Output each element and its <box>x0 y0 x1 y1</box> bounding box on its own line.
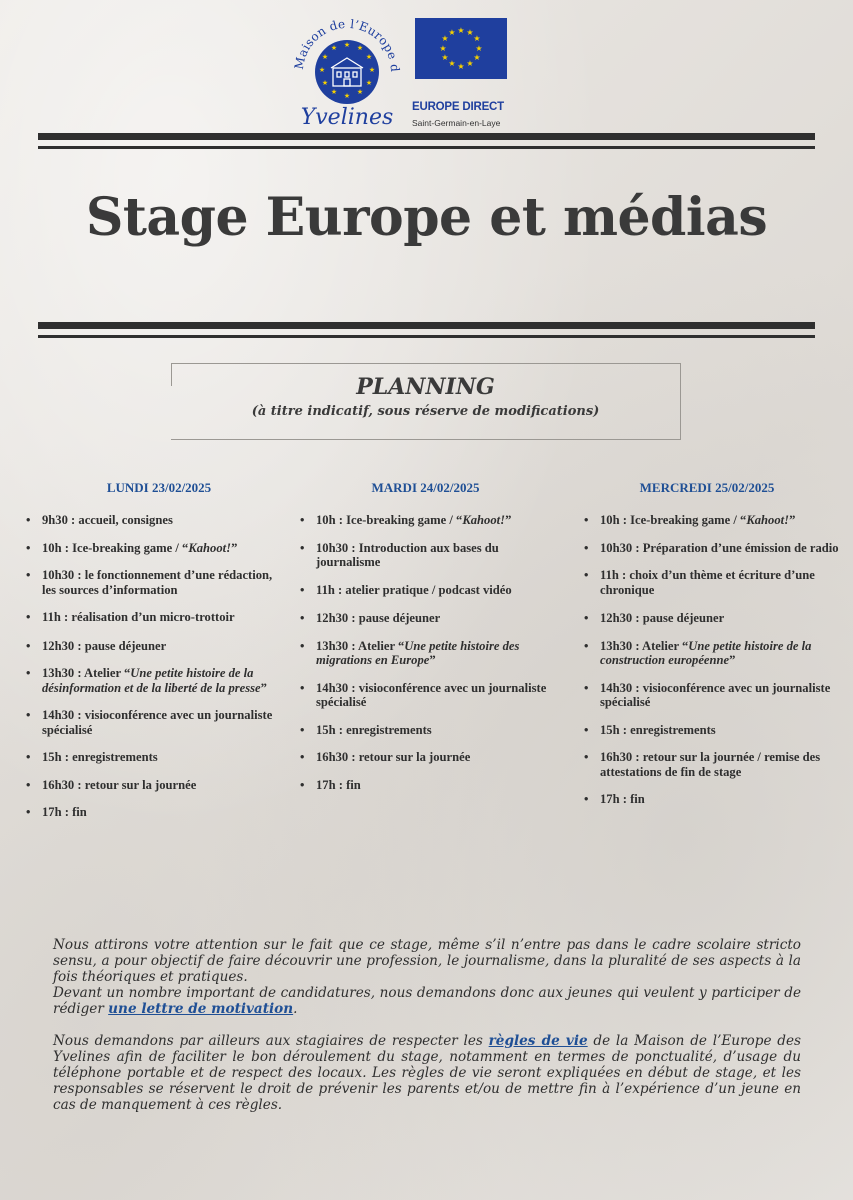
schedule-item: • 17h : fin <box>288 778 563 793</box>
svg-text:★: ★ <box>368 66 376 74</box>
europe-direct-logo <box>412 18 512 138</box>
planning-box <box>171 363 681 440</box>
schedule-item: • 14h30 : visioconférence avec un journaliste spécialisé <box>288 681 563 710</box>
notes-paragraph: Nous demandons par ailleurs aux stagiaires de respecter les règles de vie de la Maison de l’Europe des Yvelines afin de faciliter le bon déroulement du stage, notamment en termes de ponctualité, d’usage du téléphone portable et de respect des locaux. Les règles de vie seront expliquées en début de stage, et les responsables se réservent le droit de prévenir les parents et/ou de mettre fin à l’expérience d’un jeune en cas de manquement à ces règles. <box>53 1033 801 1113</box>
notes-spacer <box>53 1017 801 1033</box>
notes-section <box>53 937 801 1113</box>
bottom-divider-thick <box>38 322 815 329</box>
svg-text:★: ★ <box>330 88 338 96</box>
schedule-item: • 13h30 : Atelier “Une petite histoire de la désinformation et de la liberté de la presse” <box>14 666 284 695</box>
day-heading: MERCREDI 25/02/2025 <box>639 480 775 495</box>
svg-text:★: ★ <box>343 92 351 100</box>
schedule-item: • 16h30 : retour sur la journée / remise des attestations de fin de stage <box>572 750 842 779</box>
schedule-item: • 15h : enregistrements <box>572 723 842 738</box>
schedule-item: • 12h30 : pause déjeuner <box>14 639 284 654</box>
schedule-item: • 14h30 : visioconférence avec un journaliste spécialisé <box>572 681 842 710</box>
svg-text:★: ★ <box>466 28 474 37</box>
day-column-lundi <box>14 480 284 833</box>
svg-text:Maison de l’Europe des: Maison de l’Europe d <box>291 16 403 73</box>
europe-direct-label: EUROPE DIRECT <box>412 101 504 113</box>
schedule-item: • 12h30 : pause déjeuner <box>572 611 842 626</box>
schedule-list <box>572 513 842 807</box>
notes-paragraph: Nous attirons votre attention sur le fait que ce stage, même s’il n’entre pas dans le cadre scolaire stricto sensu, a pour objectif de faire découvrir une profession, le journalisme, dans la pluralité de ses aspects à la fois théoriques et pratiques. <box>53 937 801 985</box>
svg-text:★: ★ <box>441 34 449 43</box>
schedule-item: • 10h : Ice-breaking game / “Kahoot!” <box>14 541 284 556</box>
schedule-list <box>288 513 563 792</box>
notes-paragraph: Devant un nombre important de candidatures, nous demandons donc aux jeunes qui veulent y participer de rédiger une lettre de motivation. <box>53 985 801 1017</box>
svg-text:★: ★ <box>356 88 364 96</box>
schedule-item: • 10h : Ice-breaking game / “Kahoot!” <box>288 513 563 528</box>
top-divider-thin <box>38 146 815 149</box>
planning-title: PLANNING <box>356 374 495 400</box>
day-heading: MARDI 24/02/2025 <box>371 480 480 495</box>
svg-text:★: ★ <box>441 53 449 62</box>
schedule-list <box>14 513 284 820</box>
planning-subtitle: (à titre indicatif, sous réserve de modifications) <box>251 404 600 419</box>
mey-emblem-icon <box>283 10 411 132</box>
svg-text:★: ★ <box>321 53 329 61</box>
schedule-item: • 11h : réalisation d’un micro-trottoir <box>14 610 284 625</box>
svg-text:★: ★ <box>365 53 373 61</box>
svg-text:★: ★ <box>448 59 456 68</box>
page-title: Stage Europe et médias <box>85 187 768 248</box>
schedule-item: • 11h : choix d’un thème et écriture d’une chronique <box>572 568 842 597</box>
schedule-item: • 17h : fin <box>572 792 842 807</box>
eu-flag-icon <box>415 18 507 79</box>
svg-text:★: ★ <box>330 44 338 52</box>
header-logos <box>0 10 853 135</box>
svg-text:★: ★ <box>473 34 481 43</box>
schedule-item: • 12h30 : pause déjeuner <box>288 611 563 626</box>
svg-text:★: ★ <box>457 62 465 71</box>
schedule-item: • 17h : fin <box>14 805 284 820</box>
svg-text:★: ★ <box>321 79 329 87</box>
svg-text:★: ★ <box>457 26 465 35</box>
schedule-item: • 16h30 : retour sur la journée <box>288 750 563 765</box>
svg-text:★: ★ <box>473 53 481 62</box>
svg-text:Yvelines: Yvelines <box>300 105 394 130</box>
motivation-letter-link[interactable]: une lettre de motivation <box>108 1001 294 1017</box>
schedule-item: • 13h30 : Atelier “Une petite histoire de la construction européenne” <box>572 639 842 668</box>
svg-text:★: ★ <box>466 59 474 68</box>
schedule-item: • 10h30 : Introduction aux bases du journalisme <box>288 541 563 570</box>
svg-text:★: ★ <box>343 41 351 49</box>
top-divider-thick <box>38 133 815 140</box>
schedule-item: • 14h30 : visioconférence avec un journaliste spécialisé <box>14 708 284 737</box>
schedule-item: • 13h30 : Atelier “Une petite histoire des migrations en Europe” <box>288 639 563 668</box>
svg-text:★: ★ <box>475 44 483 53</box>
day-heading: LUNDI 23/02/2025 <box>106 480 212 495</box>
schedule-item: • 9h30 : accueil, consignes <box>14 513 284 528</box>
schedule-item: • 10h30 : le fonctionnement d’une rédaction, les sources d’information <box>14 568 284 597</box>
svg-text:★: ★ <box>448 28 456 37</box>
schedule-item: • 15h : enregistrements <box>288 723 563 738</box>
schedule-item: • 15h : enregistrements <box>14 750 284 765</box>
svg-text:★: ★ <box>356 44 364 52</box>
schedule-item: • 10h30 : Préparation d’une émission de radio <box>572 541 842 556</box>
schedule-item: • 11h : atelier pratique / podcast vidéo <box>288 583 563 598</box>
day-column-mercredi <box>572 480 842 820</box>
bottom-divider-thin <box>38 335 815 338</box>
svg-text:★: ★ <box>439 44 447 53</box>
europe-direct-city: Saint-Germain-en-Laye <box>412 118 501 128</box>
day-column-mardi <box>288 480 563 805</box>
rules-link[interactable]: règles de vie <box>488 1033 588 1049</box>
svg-text:★: ★ <box>318 66 326 74</box>
svg-text:★: ★ <box>365 79 373 87</box>
schedule-item: • 16h30 : retour sur la journée <box>14 778 284 793</box>
maison-europe-yvelines-logo <box>283 10 411 132</box>
schedule-item: • 10h : Ice-breaking game / “Kahoot!” <box>572 513 842 528</box>
